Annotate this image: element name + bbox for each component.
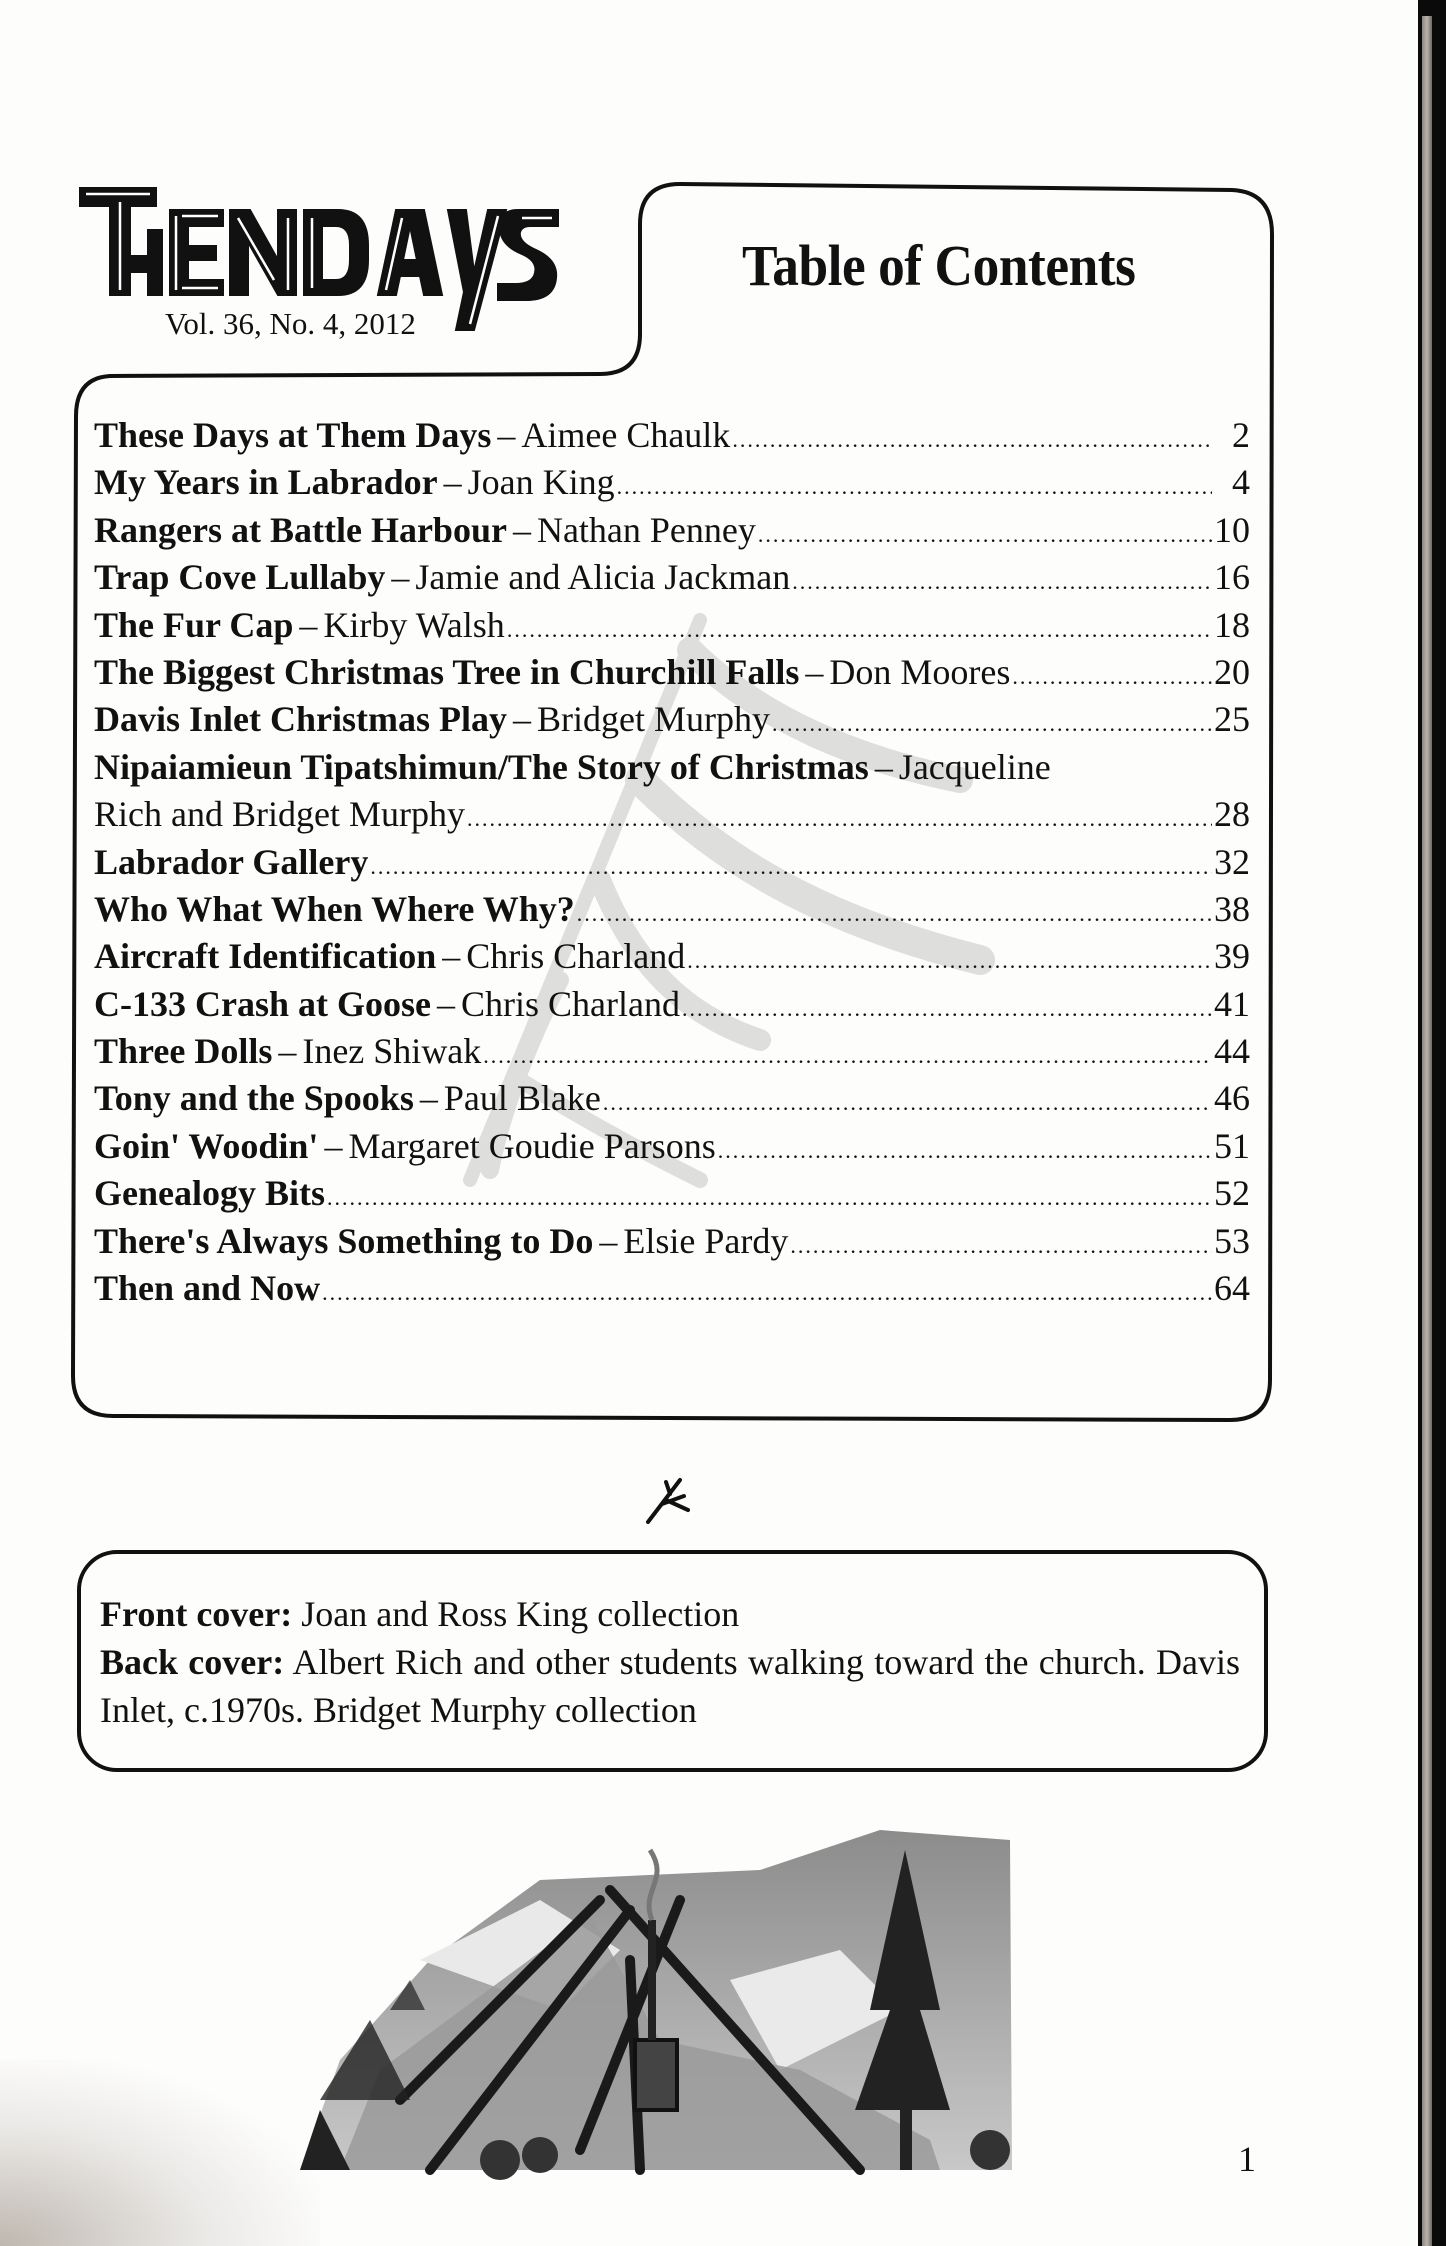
dot-leader xyxy=(790,1222,1212,1265)
dot-leader xyxy=(732,416,1212,459)
page-title: Table of Contents xyxy=(742,233,1136,298)
dot-leader xyxy=(687,937,1212,980)
front-cover-label: Front cover: xyxy=(100,1594,293,1634)
toc-entry[interactable] xyxy=(94,1170,1250,1217)
entry-separator: – xyxy=(278,1031,297,1072)
entry-author: Chris Charland xyxy=(466,936,686,977)
dot-leader xyxy=(467,795,1212,838)
entry-author: Aimee Chaulk xyxy=(521,415,731,455)
toc-entry[interactable] xyxy=(94,602,1250,649)
entry-separator: – xyxy=(324,1125,343,1166)
entry-title: Who What When Where Why? xyxy=(94,888,575,929)
dot-leader xyxy=(327,1174,1212,1217)
page-number: 1 xyxy=(1238,2139,1256,2179)
entry-author: Jacqueline xyxy=(898,746,1051,787)
entry-page: 44 xyxy=(1214,1031,1250,1072)
toc-entry[interactable] xyxy=(94,839,1250,886)
entry-page: 41 xyxy=(1214,983,1250,1024)
entry-title: These Days at Them Days xyxy=(94,415,492,455)
dot-leader xyxy=(322,1269,1212,1312)
toc-entry-continuation[interactable] xyxy=(94,791,1250,838)
entry-page: 20 xyxy=(1214,651,1250,692)
entry-separator: – xyxy=(391,557,410,598)
entry-page: 2 xyxy=(1232,415,1250,455)
entry-author: Nathan Penney xyxy=(536,509,756,550)
front-cover-credit xyxy=(100,1590,1240,1638)
back-cover-credit xyxy=(100,1638,1240,1734)
toc-entry[interactable] xyxy=(94,1028,1250,1075)
tent-illustration xyxy=(300,1810,1040,2190)
toc-entry[interactable] xyxy=(94,1265,1250,1312)
entry-page: 52 xyxy=(1214,1173,1250,1214)
spruce-twig-icon xyxy=(640,1470,700,1530)
toc-entry[interactable] xyxy=(94,886,1250,933)
entry-page: 53 xyxy=(1214,1220,1250,1261)
entry-title: Goin' Woodin' xyxy=(94,1125,319,1166)
dot-leader xyxy=(507,606,1212,649)
toc-entry[interactable] xyxy=(94,459,1250,506)
entry-title: Genealogy Bits xyxy=(94,1173,325,1214)
entry-page: 16 xyxy=(1214,557,1250,598)
toc-entry[interactable] xyxy=(94,412,1250,459)
entry-author: Jamie and Alicia Jackman xyxy=(415,557,791,598)
toc-entry[interactable] xyxy=(94,1123,1250,1170)
toc-list xyxy=(94,412,1250,1312)
volume-issue: Vol. 36, No. 4, 2012 xyxy=(165,306,416,341)
toc-entry[interactable] xyxy=(94,554,1250,601)
entry-author: Inez Shiwak xyxy=(302,1031,482,1072)
entry-author: Don Moores xyxy=(829,651,1011,692)
entry-separator: – xyxy=(805,651,824,692)
entry-title: Davis Inlet Christmas Play xyxy=(94,699,507,740)
entry-page: 51 xyxy=(1214,1125,1250,1166)
entry-title: Aircraft Identification xyxy=(94,936,437,977)
entry-page: 4 xyxy=(1232,462,1250,503)
toc-entry[interactable] xyxy=(94,1075,1250,1122)
entry-title: Tony and the Spooks xyxy=(94,1078,414,1119)
entry-title: The Biggest Christmas Tree in Churchill Falls xyxy=(94,651,800,692)
entry-title: Nipaiamieun Tipatshimun/The Story of Christmas xyxy=(94,746,869,787)
dot-leader xyxy=(718,1127,1212,1170)
dot-leader xyxy=(758,511,1212,554)
entry-author: Bridget Murphy xyxy=(537,699,770,740)
toc-entry[interactable] xyxy=(94,507,1250,554)
entry-separator: – xyxy=(436,983,455,1024)
entry-page: 32 xyxy=(1214,841,1250,882)
dot-leader xyxy=(577,890,1212,933)
entry-separator: – xyxy=(513,699,531,740)
dot-leader xyxy=(772,700,1212,743)
dot-leader xyxy=(603,1079,1212,1122)
entry-separator: – xyxy=(299,604,318,645)
entry-author: Kirby Walsh xyxy=(323,604,505,645)
back-cover-label: Back cover: xyxy=(100,1642,285,1682)
entry-author: Joan King xyxy=(467,462,615,503)
entry-page: 18 xyxy=(1214,604,1250,645)
entry-separator: – xyxy=(442,936,461,977)
entry-page: 10 xyxy=(1214,509,1250,550)
entry-title: My Years in Labrador xyxy=(94,462,438,503)
entry-page: 64 xyxy=(1214,1268,1250,1309)
entry-author: Rich and Bridget Murphy xyxy=(94,794,465,835)
entry-separator: – xyxy=(599,1220,618,1261)
dot-leader xyxy=(1012,653,1212,696)
entry-author: Chris Charland xyxy=(460,983,680,1024)
entry-page: 28 xyxy=(1214,794,1250,835)
dot-leader xyxy=(370,843,1212,886)
masthead-logo xyxy=(78,180,638,340)
entry-title: The Fur Cap xyxy=(94,604,294,645)
toc-entry[interactable] xyxy=(94,696,1250,743)
entry-separator: – xyxy=(512,509,531,550)
toc-entry[interactable] xyxy=(94,981,1250,1028)
entry-author: Paul Blake xyxy=(443,1078,601,1119)
front-cover-text: Joan and Ross King collection xyxy=(301,1594,740,1634)
entry-page: 39 xyxy=(1214,936,1250,977)
dot-leader xyxy=(483,1032,1212,1075)
entry-title: C-133 Crash at Goose xyxy=(94,983,431,1024)
entry-title: There's Always Something to Do xyxy=(94,1220,594,1261)
entry-separator: – xyxy=(443,462,462,503)
back-cover-text: Albert Rich and other students walking toward the church. Davis Inlet, c.1970s. Bridget Murphy collection xyxy=(100,1642,1240,1730)
entry-author: Margaret Goudie Parsons xyxy=(348,1125,716,1166)
entry-page: 25 xyxy=(1214,699,1250,740)
toc-entry[interactable] xyxy=(94,933,1250,980)
entry-title: Then and Now xyxy=(94,1268,321,1309)
thumb-shadow xyxy=(0,2060,320,2246)
dot-leader xyxy=(617,463,1212,506)
entry-author: Elsie Pardy xyxy=(623,1220,789,1261)
entry-page: 38 xyxy=(1214,888,1250,929)
stove xyxy=(635,2040,677,2110)
dot-leader xyxy=(682,985,1212,1028)
cover-credits xyxy=(100,1590,1240,1734)
toc-entry[interactable] xyxy=(94,1218,1250,1265)
entry-page: 46 xyxy=(1214,1078,1250,1119)
page-edge xyxy=(1422,16,1432,2246)
toc-entry[interactable] xyxy=(94,744,1250,791)
dot-leader xyxy=(792,558,1212,601)
entry-separator: – xyxy=(874,746,893,787)
entry-title: Labrador Gallery xyxy=(94,841,369,882)
entry-separator: – xyxy=(419,1078,438,1119)
entry-title: Three Dolls xyxy=(94,1031,273,1072)
entry-separator: – xyxy=(497,415,516,455)
toc-entry[interactable] xyxy=(94,649,1250,696)
entry-title: Trap Cove Lullaby xyxy=(94,557,386,598)
entry-title: Rangers at Battle Harbour xyxy=(94,509,507,550)
